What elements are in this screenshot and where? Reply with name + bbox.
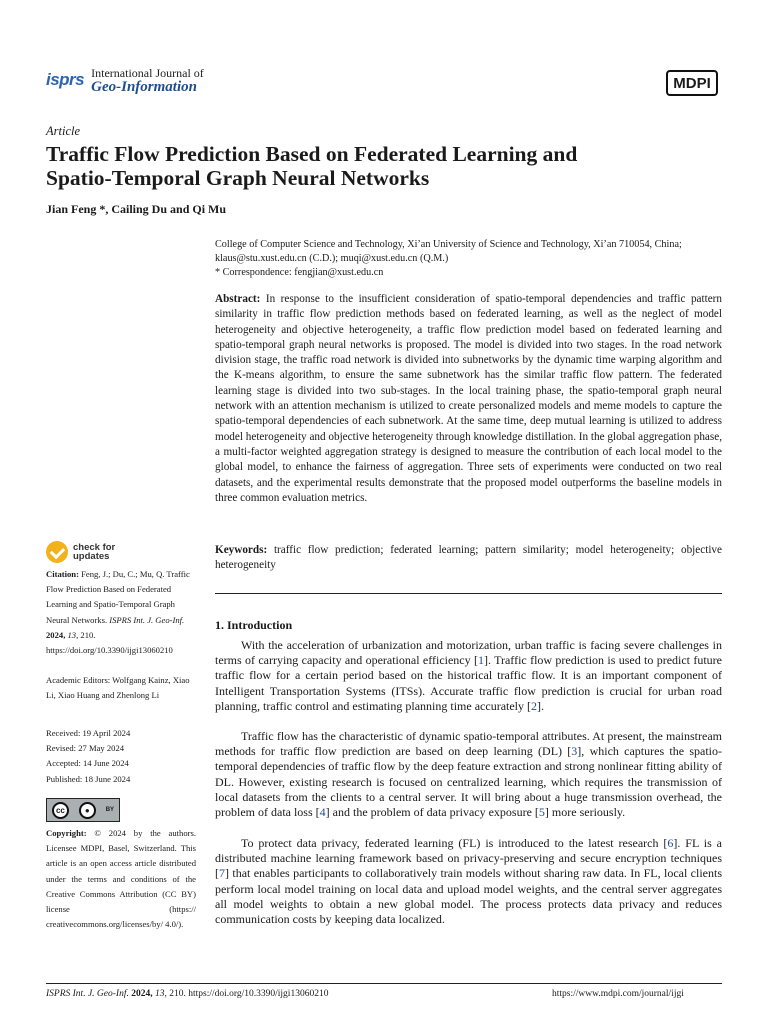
reference-link[interactable]: 2 xyxy=(531,698,538,713)
journal-title: Geo-Information xyxy=(91,79,197,95)
reference-link[interactable]: 6 xyxy=(667,836,674,850)
citation-volume: 13, xyxy=(67,629,79,640)
check-updates-label: check for updates xyxy=(73,542,116,562)
copyright-label: Copyright: xyxy=(46,828,87,838)
revised-date: Revised: 27 May 2024 xyxy=(46,743,125,754)
mdpi-logo[interactable]: MDPI xyxy=(666,70,718,96)
keywords-divider xyxy=(215,593,722,594)
journal-logo[interactable] xyxy=(46,66,204,94)
citation-year: 2024, xyxy=(46,629,66,640)
author-emails: klaus@stu.xust.edu.cn (C.D.); muqi@xust.edu.cn (Q.M.) xyxy=(215,253,449,264)
article-type: Article xyxy=(46,124,81,138)
footer-doi[interactable]: 210. https://doi.org/10.3390/ijgi13060210 xyxy=(169,989,329,999)
keywords-text: traffic flow prediction; federated learning; pattern similarity; model heterogeneity; objective heterogeneity xyxy=(215,544,722,572)
footer-year: 2024, xyxy=(131,989,153,999)
footer-citation xyxy=(46,989,328,999)
cc-by-label: BY xyxy=(105,807,115,813)
abstract xyxy=(215,292,722,506)
abstract-text: In response to the insufficient consideration of spatio-temporal dependencies and traffic pattern similarity in traffic flow prediction methods based on federated learning, as well as the neglect of model heterogeneity and objective heterogeneity, a traffic flow prediction model based on federated learning and spatio-temporal graph neural networks is proposed. The model is divided into two stages. In the road network division stage, the traffic road network is divided into subnetworks by the dynamic time warping algorithm and the K-means algorithm, to ensure the same subnetwork has the similar traffic flow pattern. The federated learning stage is divided into two sub-stages. In the local training phase, the spatio-temporal graph neural network with an attention mechanism is utilized to create personalized models and meme models to capture the spatio-temporal dependencies of each subnetwork. At the same time, deep mutual learning is utilized to address model heterogeneity and objective heterogeneity through knowledge distillation. In the global aggregation phase, a multi-factor weighted aggregation strategy is designed to measure the contribution of each local model to the global model, to enhance the fairness of aggregation. Three sets of experiments were conducted on two real datasets, and the experimental results demonstrate that the proposed model outperforms the baseline models in three common evaluation metrics. xyxy=(215,293,723,504)
correspondence xyxy=(215,266,725,280)
publication-dates xyxy=(46,726,196,787)
reference-link[interactable]: 3 xyxy=(571,744,578,759)
affiliation-block xyxy=(215,238,725,280)
cc-icon: cc xyxy=(52,802,69,819)
citation-block xyxy=(46,567,196,658)
journal-name xyxy=(91,66,204,94)
citation-label: Citation: xyxy=(46,569,79,579)
academic-editors: Academic Editors: Wolfgang Kainz, Xiao Li, Xiao Huang and Zhenlong Li xyxy=(46,675,190,701)
correspondence-email[interactable]: fengjian@xust.edu.cn xyxy=(294,267,384,278)
journal-prefix: International Journal of xyxy=(91,66,204,80)
reference-link[interactable]: 4 xyxy=(319,805,326,820)
check-for-updates-button[interactable] xyxy=(46,541,115,563)
isprs-logo-icon: isprs xyxy=(46,70,85,89)
affiliation: College of Computer Science and Technology, Xi’an University of Science and Technology, Xi’an 710054, China; xyxy=(215,239,682,250)
received-date: Received: 19 April 2024 xyxy=(46,728,131,738)
published-date: Published: 18 June 2024 xyxy=(46,773,131,784)
footer-volume: 13, xyxy=(154,989,167,999)
reference-link[interactable]: 7 xyxy=(219,866,225,881)
reference-link[interactable]: 1 xyxy=(477,653,484,668)
abstract-label: Abstract: xyxy=(215,293,261,305)
keywords-label: Keywords: xyxy=(215,544,268,556)
copyright-text: © 2024 by the authors. Licensee MDPI, Basel, Switzerland. This article is an open access article distributed under the terms and conditions of the Creative Commons Attribution (CC BY) license (https:// creativecommons.org/licenses/by/ 4.0/). xyxy=(46,828,196,930)
paragraph-3: To protect data privacy, federated learning (FL) is introduced to the latest research [6]. FL is a distributed machine learning framework based on privacy-preserving and secure encryption techniques [7] that enables participants to collaboratively train models without sharing raw data. In FL, local clients perform local model training on local data and upload model weights, and the central server aggregates all model weights to obtain a new global model. The process protects data privacy and reduces communication costs by keeping data localized. xyxy=(215,836,722,927)
accepted-date: Accepted: 14 June 2024 xyxy=(46,758,129,769)
footer-journal: ISPRS Int. J. Geo-Inf. xyxy=(46,989,129,999)
author-list[interactable]: Jian Feng *, Cailing Du and Qi Mu xyxy=(46,202,227,216)
journal-url-link[interactable]: https://www.mdpi.com/journal/ijgi xyxy=(552,989,684,999)
citation-text: Feng, J.; Du, C.; Mu, Q. Traffic Flow Prediction Based on Federated Learning and Spatio-Temporal Graph Neural Networks. xyxy=(46,569,190,625)
keywords xyxy=(215,543,722,574)
attribution-icon: ● xyxy=(79,802,96,819)
checkmark-icon xyxy=(46,541,68,563)
reference-link[interactable]: 5 xyxy=(538,805,545,820)
paragraph-2: Traffic flow has the characteristic of dynamic spatio-temporal attributes. At present, the mainstream methods for traffic flow prediction are based on deep learning (DL) [3], which captures the spatio-temporal dependencies of traffic flow by the deep feature extraction and strong nonlinear fitting ability of DL. However, existing research is focused on centralized learning, which requires the transmission of local datasets from the clients to a central server. It will bring about a huge transmission overhead, the problem of data loss [4] and the problem of data privacy exposure [5] more seriously. xyxy=(215,729,722,820)
citation-doi[interactable]: 210. https://doi.org/10.3390/ijgi13060210 xyxy=(46,629,173,656)
cc-by-license-badge[interactable] xyxy=(46,798,120,822)
section-heading: 1. Introduction xyxy=(215,618,293,632)
footer-divider xyxy=(46,983,722,984)
correspondence-label: * Correspondence: xyxy=(215,267,292,278)
copyright-block xyxy=(46,826,196,932)
citation-journal: ISPRS Int. J. Geo-Inf. xyxy=(109,614,185,625)
paragraph-1: With the acceleration of urbanization and motorization, urban traffic is facing severe challenges in terms of carrying capacity and operational efficiency [1]. Traffic flow prediction is used to predict future traffic flow for a certain period based on the historical traffic flow. It is an important component of Intelligent Transportation Systems (ITSs). Accurate traffic flow prediction is crucial for urban road planning, traffic control and estimating planning time accurately [2]. xyxy=(215,638,722,713)
article-title: Traffic Flow Prediction Based on Federated Learning and Spatio-Temporal Graph Neural Networks xyxy=(46,142,578,190)
